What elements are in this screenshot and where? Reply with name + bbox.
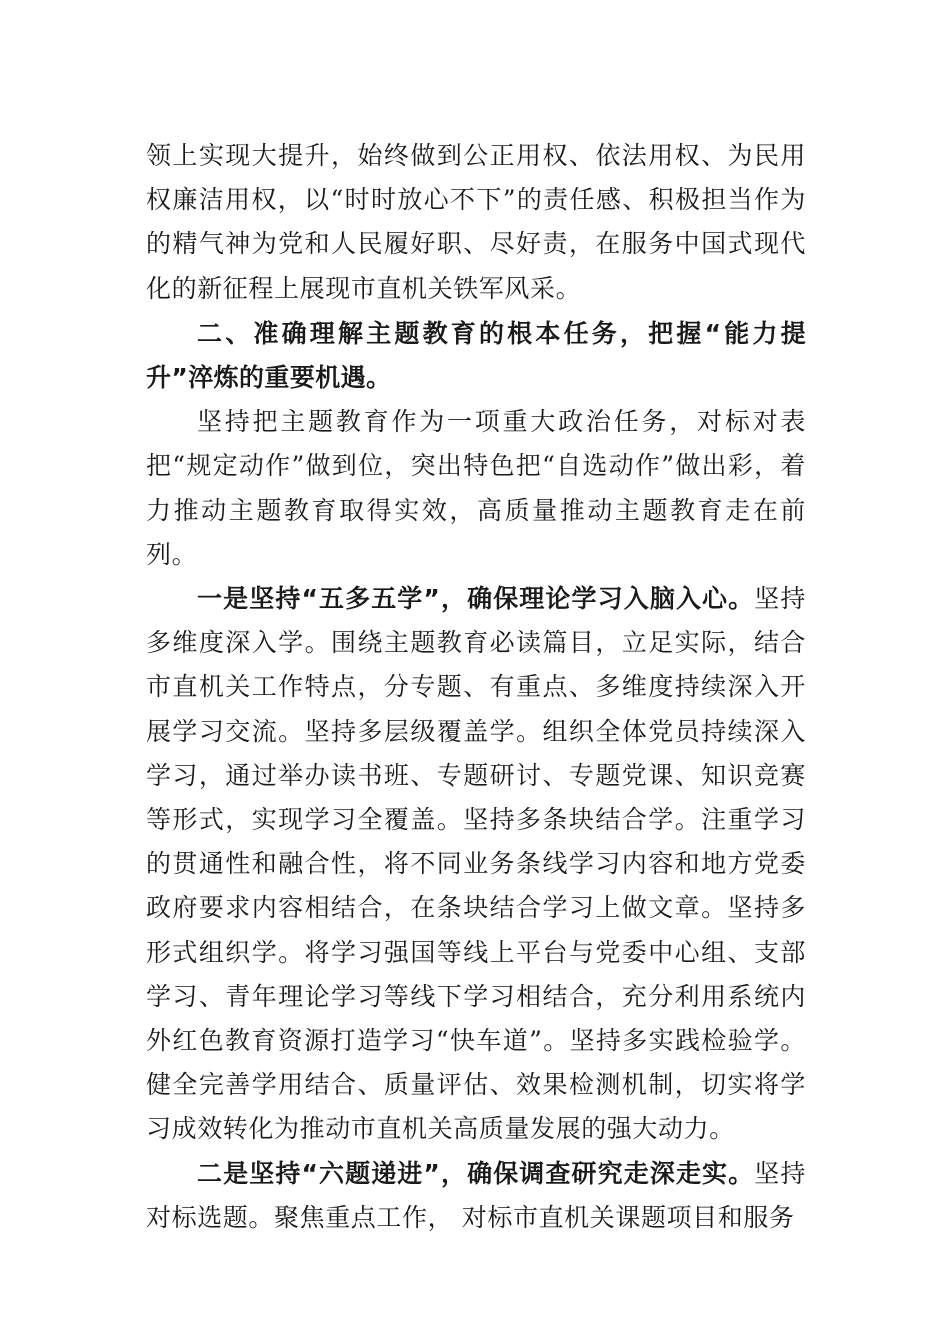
paragraph-theory-study — [146, 577, 806, 1152]
paragraph-research — [146, 1152, 806, 1240]
paragraph-lead: 二是坚持“六题递进”，确保调查研究走深走实。 — [197, 1158, 755, 1188]
paragraph-task: 坚持把主题教育作为一项重大政治任务，对标对表把“规定动作”做到位，突出特色把“自选动作”做出彩，着力推动主题教育取得实效，高质量推动主题教育走在前列。 — [146, 407, 806, 569]
paragraph-body: 坚持对标选题。聚焦重点工作， 对标市直机关课题项目和服务 — [146, 1158, 806, 1232]
section-heading-2: 二、准确理解主题教育的根本任务，把握“能力提升”淬炼的重要机遇。 — [146, 318, 806, 393]
document-page — [146, 134, 806, 1240]
paragraph-lead: 一是坚持“五多五学”，确保理论学习入脑入心。 — [197, 584, 755, 614]
paragraph-body: 坚持多维度深入学。围绕主题教育必读篇目，立足实际，结合市直机关工作特点，分专题、有重点、多维度持续深入开展学习交流。坚持多层级覆盖学。组织全体党员持续深入学习，通过举办读书班、专题研讨、专题党课、知识竞赛等形式，实现学习全覆盖。坚持多条块结合学。注重学习的贯通性和融合性，将不同业务条线学习内容和地方党委政府要求内容相结合，在条块结合学习上做文章。坚持多形式组织学。将学习强国等线上平台与党委中心组、支部学习、青年理论学习等线下学习相结合，充分利用系统内外红色教育资源打造学习“快车道”。坚持多实践检验学。健全完善学用结合、质量评估、效果检测机制，切实将学习成效转化为推动市直机关高质量发展的强大动力。 — [146, 584, 806, 1144]
paragraph-continuation: 领上实现大提升，始终做到公正用权、依法用权、为民用权廉洁用权，以“时时放心不下”的责任感、积极担当作为的精气神为党和人民履好职、尽好责，在服务中国式现代化的新征程上展现市直机关铁军风采。 — [146, 141, 806, 303]
